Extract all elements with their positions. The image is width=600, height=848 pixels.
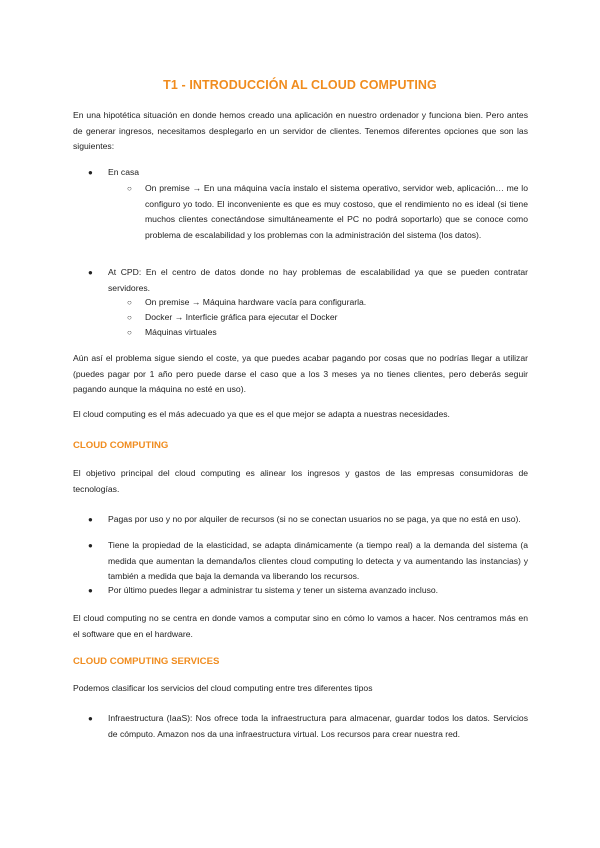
circle-bullet-icon: ○ bbox=[127, 184, 132, 193]
intro-paragraph: En una hipotética situación en donde hemos creado una aplicación en nuestro ordenador y funciona bien. Pero antes de generar ingresos, necesitamos desplegarlo en un servidor de clientes. Tenemos diferentes opciones que son las siguientes: bbox=[73, 110, 528, 151]
bullet-icon: ● bbox=[88, 541, 93, 550]
bullet-icon: ● bbox=[88, 515, 93, 524]
cost-paragraph: Aún así el problema sigue siendo el coste, ya que puedes acabar pagando por cosas que no podrías llegar a utilizar (puedes pagar por 1 año pero puede darse el caso que a los 3 meses ya no tienes clientes, pero deberás seguir pagando aunque la máquina no esté en uso). bbox=[73, 353, 528, 394]
heading-cloud-services: CLOUD COMPUTING SERVICES bbox=[73, 656, 220, 667]
sub-docker: Docker → Interficie gráfica para ejecutar el Docker bbox=[145, 312, 338, 322]
bullet-icon: ● bbox=[88, 714, 93, 723]
list-item: Por último puedes llegar a administrar tu sistema y tener un sistema avanzado incluso. bbox=[108, 585, 439, 595]
circle-bullet-icon: ○ bbox=[127, 298, 132, 307]
bullet-icon: ● bbox=[88, 168, 93, 177]
sub-on-premise-cpd: On premise → Máquina hardware vacía para configurarla. bbox=[145, 297, 367, 307]
sub-maquinas-virtuales: Máquinas virtuales bbox=[145, 327, 217, 337]
list-item: Tiene la propiedad de la elasticidad, se adapta dinámicamente (a tiempo real) a la demanda del sistema (a medida que aumentan la demanda/los clientes cloud computing lo detecta y va aumentando las instancias) y también a medida que baja la demanda va liberando los recursos. bbox=[108, 540, 528, 581]
option-en-casa: En casa bbox=[108, 167, 140, 177]
bullet-icon: ● bbox=[88, 268, 93, 277]
option-at-cpd: At CPD: En el centro de datos donde no hay problemas de escalabilidad ya que se pueden contratar servidores. bbox=[108, 267, 528, 293]
sub-on-premise-casa: On premise → En una máquina vacía instalo el sistema operativo, servidor web, aplicación… me lo configuro yo todo. El inconveniente es que es muy costoso, que el rendimiento no es ideal (si tiene muchos clientes conectándose simultáneamente el PC no podrá soportarlo) que se conoce como problema de escalabilidad y los problemas con la administración del sistema (los datos). bbox=[145, 183, 528, 240]
best-fit-paragraph: El cloud computing es el más adecuado ya que es el que mejor se adapta a nuestras necesidades. bbox=[73, 409, 450, 419]
list-item: Pagas por uso y no por alquiler de recursos (si no se conectan usuarios no se paga, ya que no está en uso). bbox=[108, 514, 521, 524]
circle-bullet-icon: ○ bbox=[127, 313, 132, 322]
service-iaas: Infraestructura (IaaS): Nos ofrece toda la infraestructura para almacenar, guardar todos los datos. Servicios de cómputo. Amazon nos da una infraestructura virtual. Los recursos para crear nuestra red. bbox=[108, 713, 528, 739]
objective-paragraph: El objetivo principal del cloud computing es alinear los ingresos y gastos de las empresas consumidoras de tecnologías. bbox=[73, 468, 528, 494]
bullet-icon: ● bbox=[88, 586, 93, 595]
classify-paragraph: Podemos clasificar los servicios del cloud computing entre tres diferentes tipos bbox=[73, 683, 373, 693]
page-title: T1 - INTRODUCCIÓN AL CLOUD COMPUTING bbox=[163, 78, 437, 92]
circle-bullet-icon: ○ bbox=[127, 328, 132, 337]
heading-cloud-computing: CLOUD COMPUTING bbox=[73, 440, 169, 451]
focus-paragraph: El cloud computing no se centra en donde vamos a computar sino en cómo lo vamos a hacer. Nos centramos más en el software que en el hardware. bbox=[73, 613, 528, 639]
